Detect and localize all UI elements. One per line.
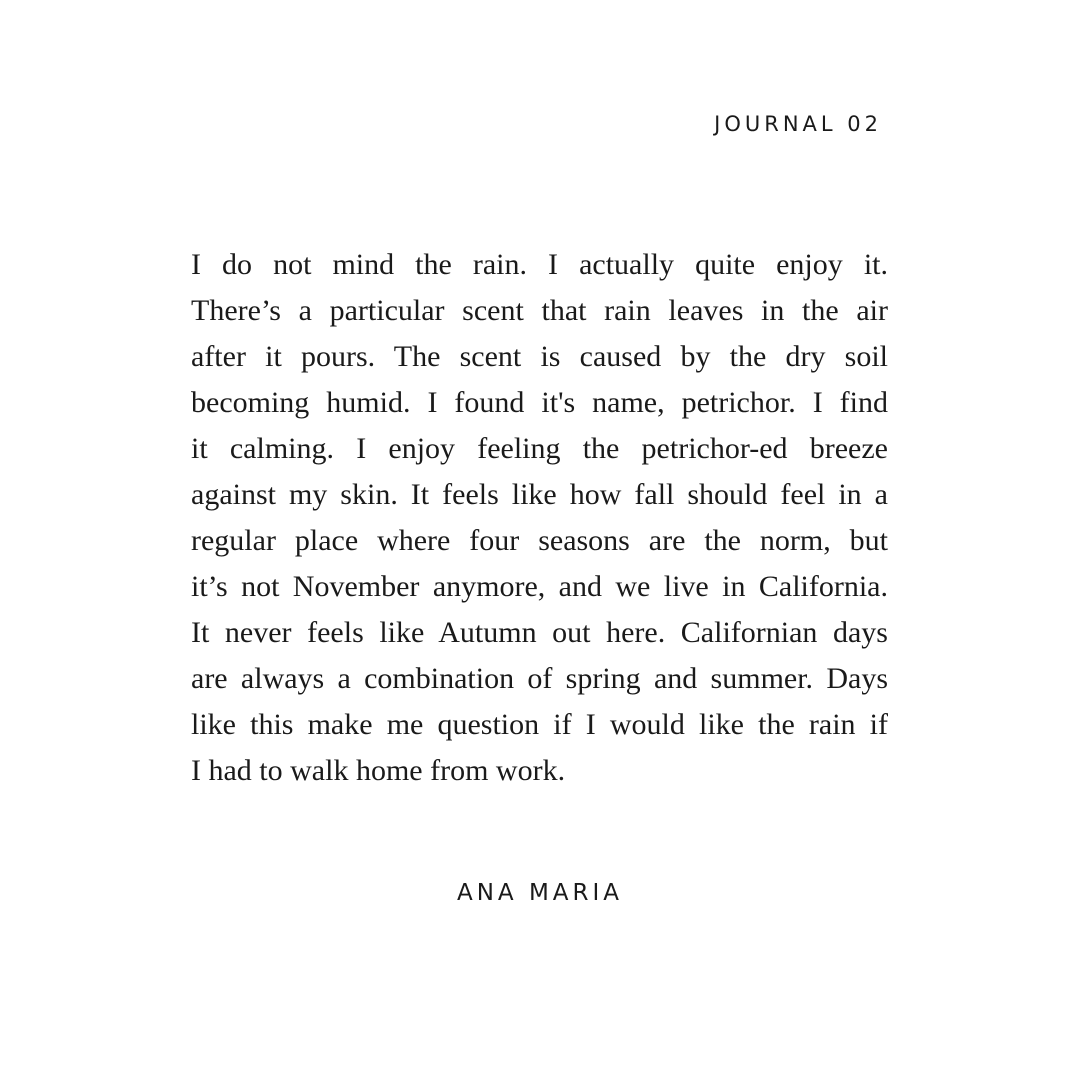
author-name: ANA MARIA (456, 880, 624, 906)
journal-entry-text (191, 242, 888, 794)
entry-line: I had to walk home from work. (191, 754, 566, 787)
entry-line: it calming. I enjoy feeling the petrichor-ed breeze (191, 432, 888, 465)
entry-line: becoming humid. I found it's name, petrichor. I find (191, 386, 888, 419)
entry-line: It never feels like Autumn out here. Californian days (191, 616, 888, 649)
entry-line: against my skin. It feels like how fall should feel in a (191, 478, 888, 511)
entry-line: like this make me question if I would like the rain if (191, 708, 888, 741)
entry-line: I do not mind the rain. I actually quite enjoy it. (191, 248, 888, 281)
entry-line: regular place where four seasons are the norm, but (191, 524, 888, 557)
entry-line: are always a combination of spring and summer. Days (191, 662, 888, 695)
journal-number-label: JOURNAL 02 (714, 112, 882, 136)
entry-line: There’s a particular scent that rain leaves in the air (191, 294, 888, 327)
entry-line: after it pours. The scent is caused by the dry soil (191, 340, 888, 373)
entry-line: it’s not November anymore, and we live in California. (191, 570, 888, 603)
